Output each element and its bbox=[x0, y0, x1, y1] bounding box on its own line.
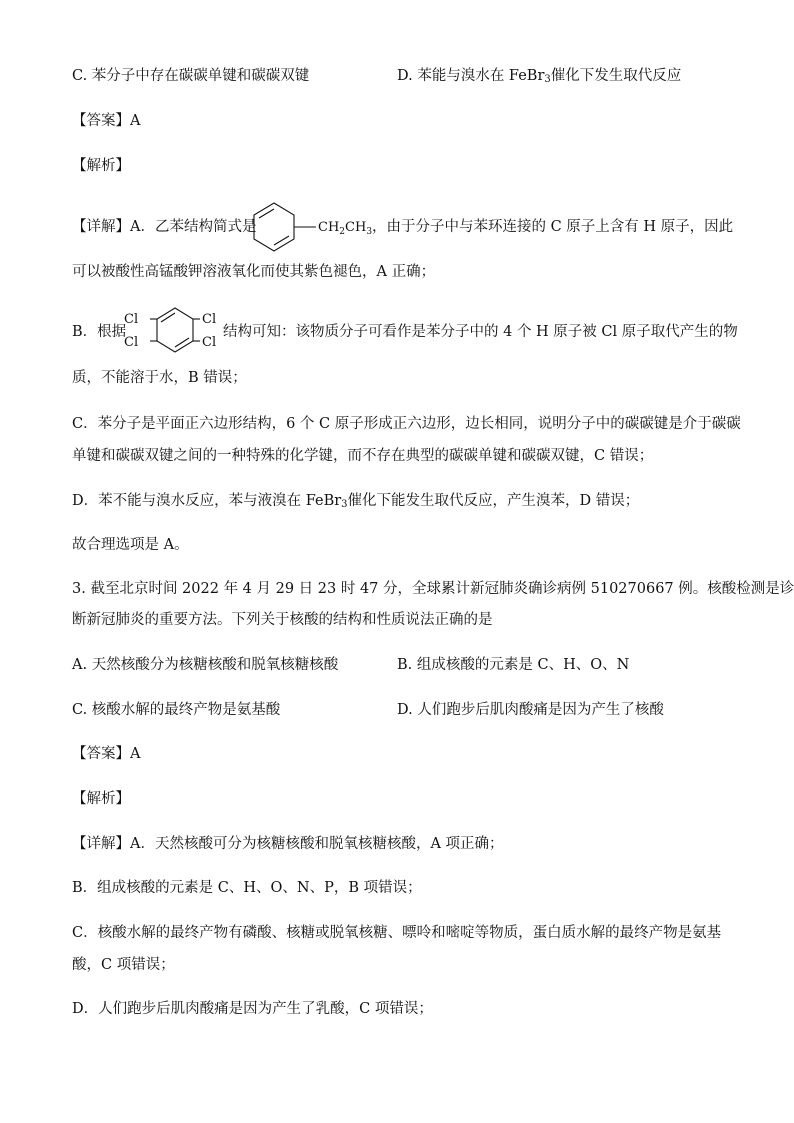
q3-option-c: C. 核酸水解的最终产物是氨基酸 bbox=[72, 702, 281, 718]
q3-detail-c-line2: 酸，C 项错误； bbox=[72, 957, 175, 973]
q2-detail-d bbox=[72, 491, 639, 515]
q3-detail-c-line1: C．核酸水解的最终产物有磷酸、核糖或脱氧核糖、嘌呤和嘧啶等物质，蛋白质水解的最终产物是氨基 bbox=[72, 925, 722, 941]
q3-option-b: B. 组成核酸的元素是 C、H、O、N bbox=[397, 657, 630, 673]
ethyl-group-label: $CH_2CH_3$ bbox=[318, 220, 373, 237]
q2-detail-b-post: 结构可知：该物质分子可看作是苯分子中的 4 个 H 原子被 Cl 原子取代产生的物 bbox=[223, 324, 738, 340]
q3-stem-line2: 断新冠肺炎的重要方法。下列关于核酸的结构和性质说法正确的是 bbox=[72, 612, 493, 628]
ethylbenzene-structure bbox=[250, 200, 378, 254]
cl-label-upper-right: Cl bbox=[202, 312, 217, 327]
q2-detail-c-line1: C．苯分子是平面正六边形结构，6 个 C 原子形成正六边形，边长相同，说明分子中的碳碳键是介于碳碳 bbox=[72, 416, 741, 432]
q3-detail-b: B．组成核酸的元素是 C、H、O、N、P，B 项错误； bbox=[72, 880, 422, 896]
q2-detail-b-pre: B．根据 bbox=[72, 324, 127, 340]
tetrachlorobenzene-structure bbox=[120, 305, 230, 355]
q3-option-a: A. 天然核酸分为核糖核酸和脱氧核糖核酸 bbox=[72, 657, 339, 673]
q2-option-d-sub: 3 bbox=[544, 74, 551, 85]
q2-detail-c-line2: 单键和碳碳双键之间的一种特殊的化学键，而不存在典型的碳碳单键和碳碳双键，C 错误； bbox=[72, 448, 654, 464]
q2-answer: 【答案】A bbox=[72, 113, 141, 129]
q2-detail-d-sub: 3 bbox=[341, 499, 348, 510]
q2-detail-a-pre: 【详解】A．乙苯结构简式是 bbox=[72, 219, 257, 235]
q2-option-d bbox=[397, 66, 681, 90]
q3-analysis-heading: 【解析】 bbox=[72, 791, 130, 807]
q2-detail-d-text-end: 催化下能发生取代反应，产生溴苯，D 错误； bbox=[347, 493, 640, 509]
q3-option-d: D. 人们跑步后肌肉酸痛是因为产生了核酸 bbox=[397, 702, 664, 718]
q2-option-c: C. 苯分子中存在碳碳单键和碳碳双键 bbox=[72, 68, 310, 84]
cl-label-lower-right: Cl bbox=[202, 335, 217, 350]
q3-detail-d: D．人们跑步后肌肉酸痛是因为产生了乳酸，C 项错误； bbox=[72, 1001, 433, 1017]
cl-label-lower-left: Cl bbox=[124, 335, 139, 350]
q2-option-d-text: D. 苯能与溴水在 FeBr bbox=[397, 68, 545, 84]
q2-conclusion: 故合理选项是 A。 bbox=[72, 537, 189, 553]
q2-detail-b-line2: 质，不能溶于水，B 错误； bbox=[72, 370, 247, 386]
q2-detail-a-post: ，由于分子中与苯环连接的 C 原子上含有 H 原子，因此 bbox=[372, 219, 734, 235]
cl-label-upper-left: Cl bbox=[124, 312, 139, 327]
q3-detail-a: 【详解】A．天然核酸可分为核糖核酸和脱氧核糖核酸，A 项正确； bbox=[72, 836, 504, 852]
q3-stem-line1: 3. 截至北京时间 2022 年 4 月 29 日 23 时 47 分，全球累计新冠肺炎确诊病例 510270667 例。核酸检测是诊 bbox=[72, 581, 794, 597]
q2-analysis-heading: 【解析】 bbox=[72, 158, 130, 174]
q2-option-d-text-end: 催化下发生取代反应 bbox=[550, 68, 682, 84]
q2-detail-a-line2: 可以被酸性高锰酸钾溶液氧化而使其紫色褪色，A 正确； bbox=[72, 264, 436, 280]
q3-answer: 【答案】A bbox=[72, 746, 141, 762]
q2-detail-d-text: D．苯不能与溴水反应，苯与液溴在 FeBr bbox=[72, 493, 342, 509]
